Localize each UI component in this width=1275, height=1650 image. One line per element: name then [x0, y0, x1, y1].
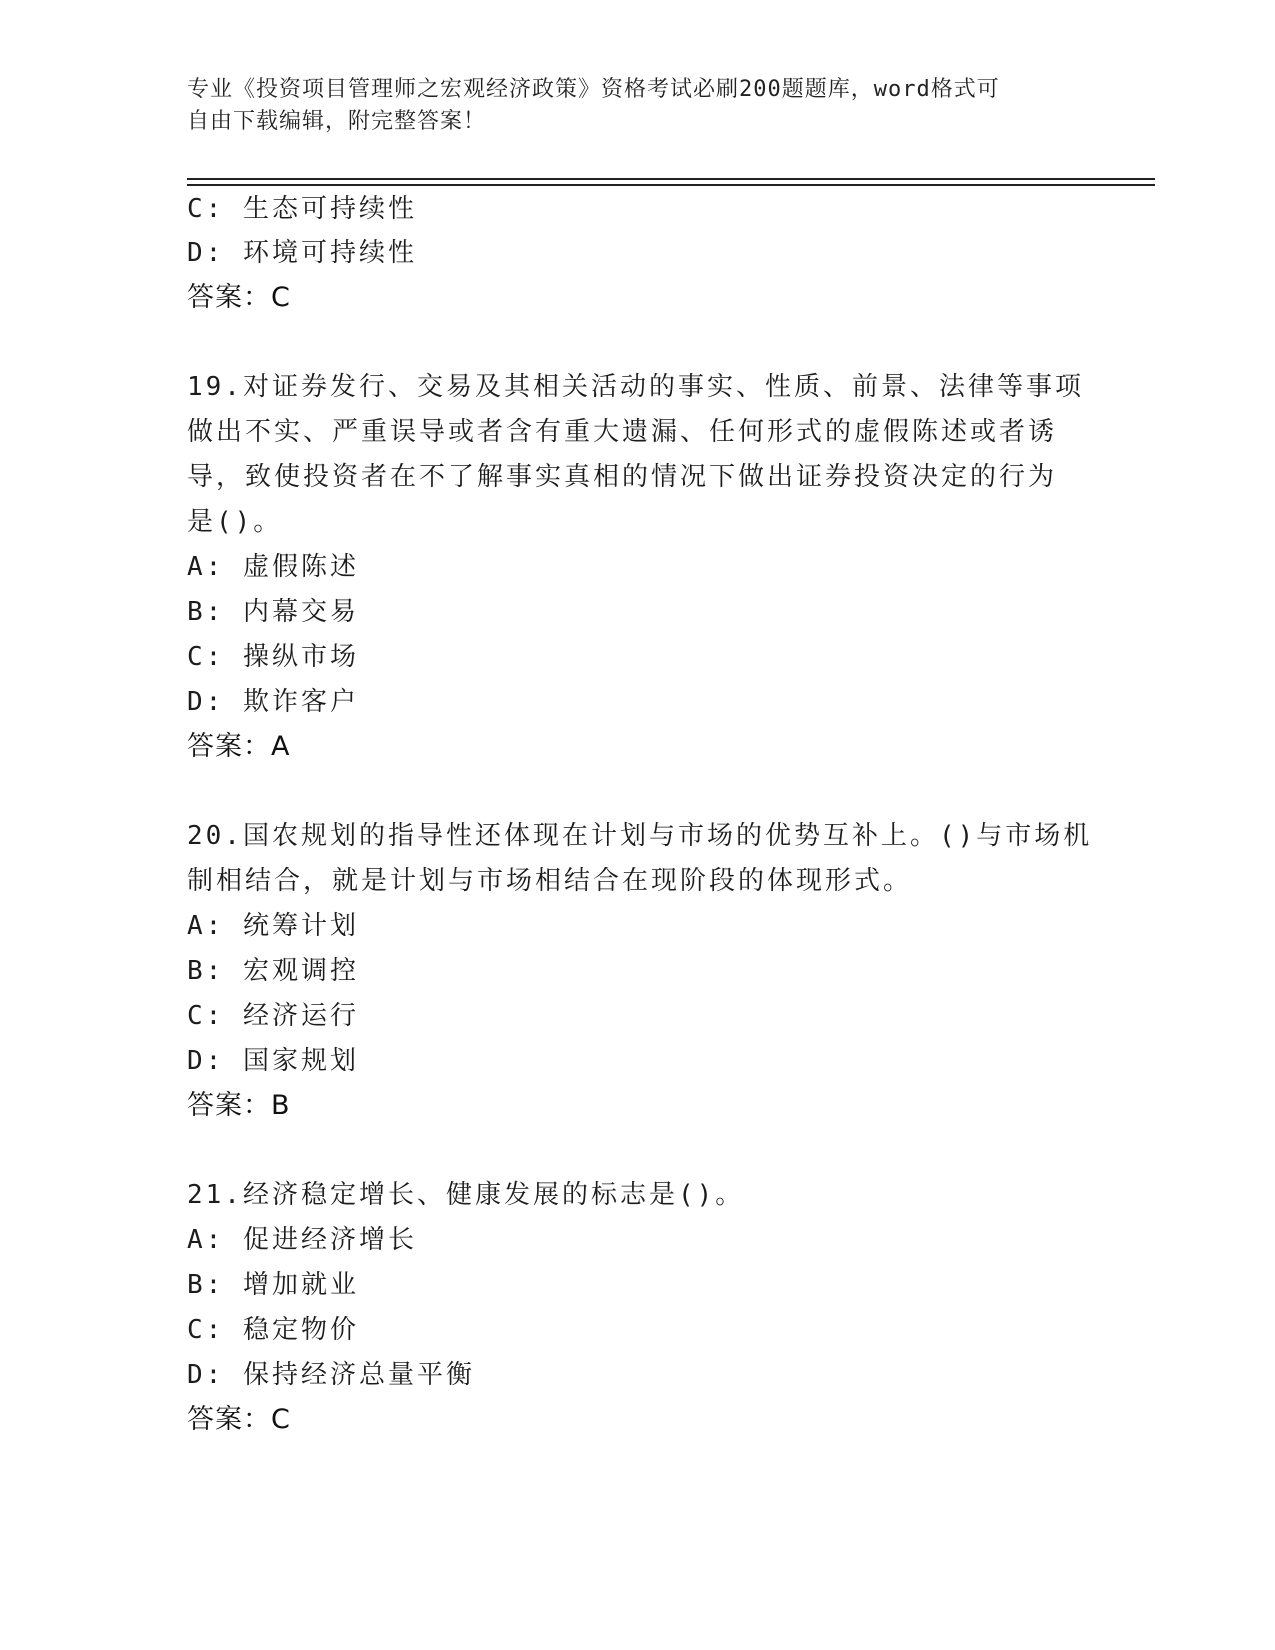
q19-option-c: C: 操纵市场 [187, 642, 359, 672]
q21-option-d: D: 保持经济总量平衡 [187, 1360, 475, 1390]
q21-stem-line-1: 21.经济稳定增长、健康发展的标志是()。 [187, 1180, 745, 1210]
header-divider-top [187, 178, 1155, 180]
prev-answer: 答案：C [187, 282, 291, 313]
q21-option-a: A: 促进经济增长 [187, 1225, 417, 1255]
q19-answer: 答案：A [187, 731, 291, 762]
q21-option-c: C: 稳定物价 [187, 1315, 359, 1345]
q19-option-d: D: 欺诈客户 [187, 687, 359, 717]
q20-option-d: D: 国家规划 [187, 1046, 359, 1076]
q20-answer: 答案：B [187, 1090, 291, 1121]
q19-stem-line-1: 19.对证券发行、交易及其相关活动的事实、性质、前景、法律等事项 [187, 372, 1084, 402]
header-line-2: 自由下载编辑，附完整答案！ [187, 109, 487, 134]
q19-stem-line-2: 做出不实、严重误导或者含有重大遗漏、任何形式的虚假陈述或者诱 [187, 417, 1058, 447]
q20-option-a: A: 统筹计划 [187, 911, 359, 941]
q19-option-b: B: 内幕交易 [187, 597, 359, 627]
q19-stem-line-3: 导，致使投资者在不了解事实真相的情况下做出证券投资决定的行为 [187, 462, 1058, 492]
q19-option-a: A: 虚假陈述 [187, 552, 359, 582]
q20-stem-line-2: 制相结合，就是计划与市场相结合在现阶段的体现形式。 [187, 866, 913, 896]
prev-option-c: C: 生态可持续性 [187, 194, 417, 224]
q20-stem-line-1: 20.国农规划的指导性还体现在计划与市场的优势互补上。()与市场机 [187, 821, 1093, 851]
q20-option-c: C: 经济运行 [187, 1001, 359, 1031]
q19-stem-line-4: 是()。 [187, 507, 283, 537]
header-line-1: 专业《投资项目管理师之宏观经济政策》资格考试必刷200题题库，word格式可 [187, 77, 1000, 102]
prev-option-d: D: 环境可持续性 [187, 238, 417, 268]
q21-option-b: B: 增加就业 [187, 1270, 359, 1300]
q21-answer: 答案：C [187, 1404, 291, 1435]
document-header [187, 74, 1067, 138]
q20-option-b: B: 宏观调控 [187, 956, 359, 986]
